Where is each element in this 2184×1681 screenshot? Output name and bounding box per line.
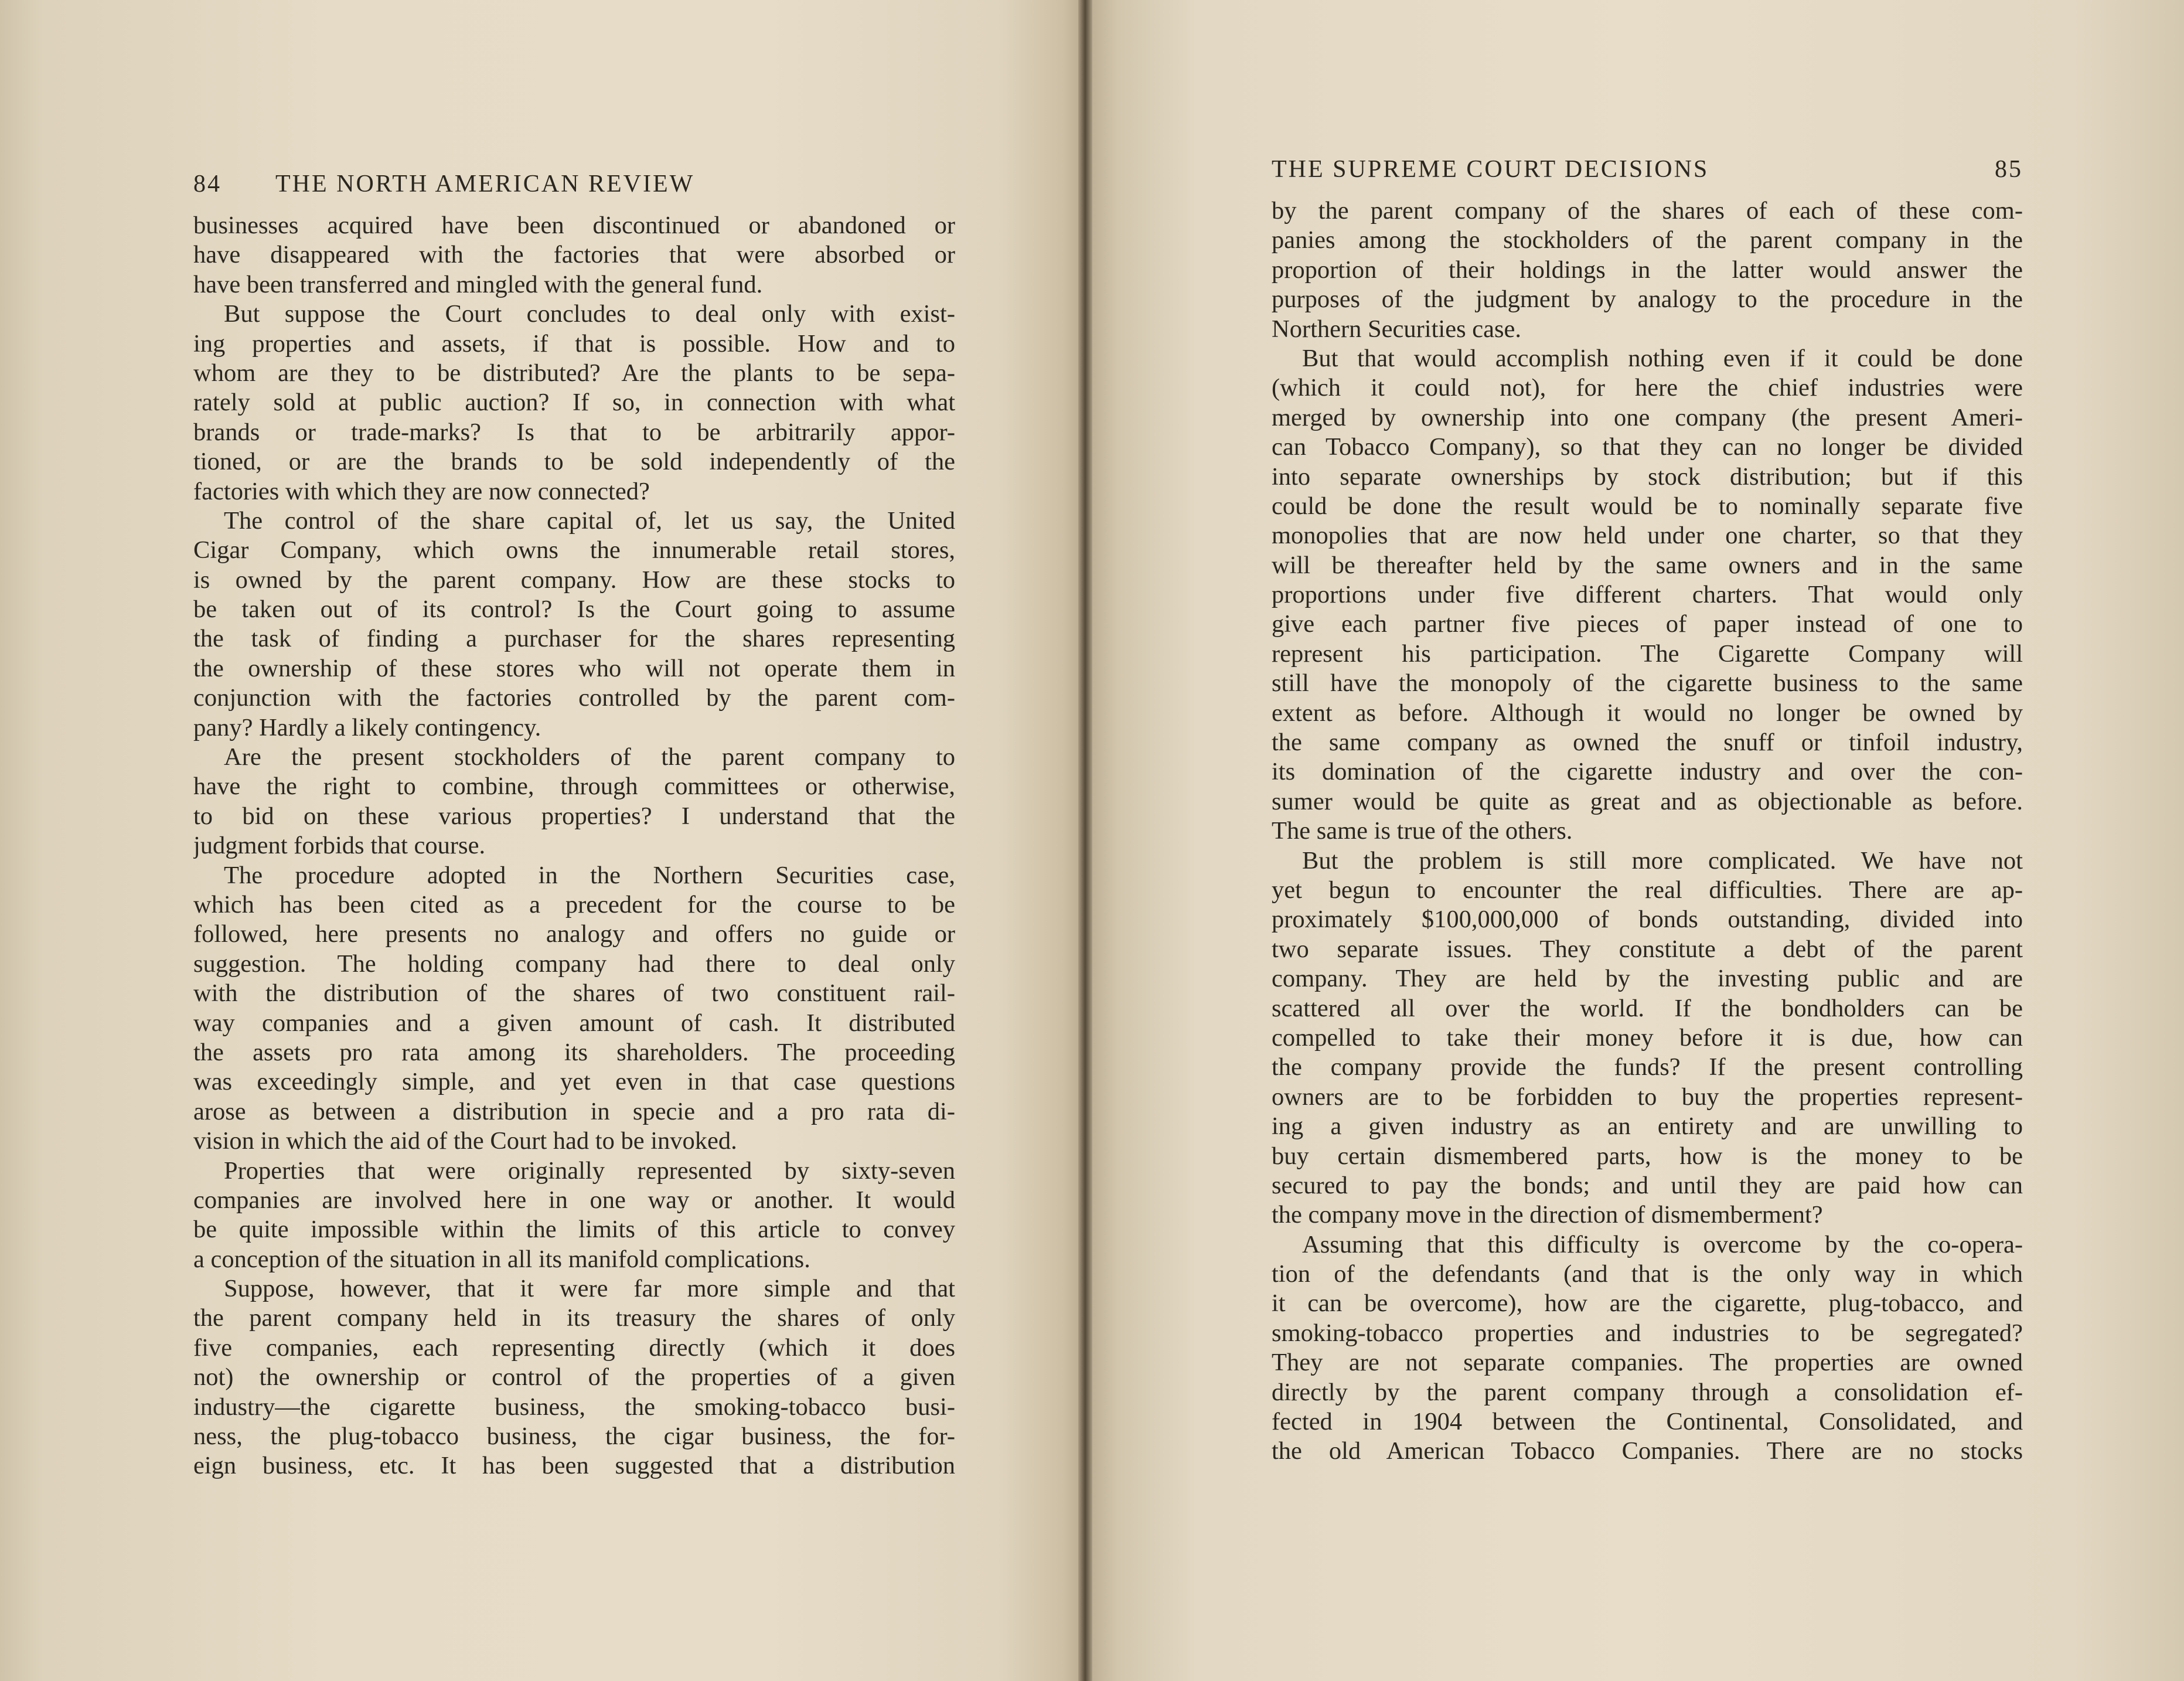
text-line: fected in 1904 between the Continental, Consolidated, and [1272, 1408, 2023, 1436]
right-page [1085, 0, 2184, 1681]
text-line: buy certain dismembered parts, how is the money to be [1272, 1142, 2023, 1170]
left-page [0, 0, 1085, 1681]
text-line: directly by the parent company through a consolidation ef- [1272, 1378, 2023, 1406]
text-line: judgment forbids that course. [193, 832, 486, 860]
text-line: pany? Hardly a likely contingency. [193, 713, 541, 741]
text-line: into separate ownerships by stock distribution; but if this [1272, 462, 2023, 491]
left-body-text [193, 211, 955, 1481]
book-gutter [1078, 0, 1092, 1681]
text-line: was exceedingly simple, and yet even in that case questions [193, 1068, 955, 1096]
text-line: scattered all over the world. If the bondholders can be [1272, 994, 2023, 1022]
text-line: monopolies that are now held under one charter, so that they [1272, 522, 2023, 550]
text-line: have been transferred and mingled with the general fund. [193, 270, 763, 298]
text-line: industry—the cigarette business, the smoking-tobacco busi- [193, 1393, 955, 1421]
text-line: a conception of the situation in all its manifold complications. [193, 1245, 810, 1273]
text-line: have the right to combine, through committees or otherwise, [193, 773, 955, 801]
text-line: not) the ownership or control of the properties of a given [193, 1363, 955, 1391]
text-line: yet begun to encounter the real difficulties. There are ap- [1272, 876, 2023, 904]
running-title: THE NORTH AMERICAN REVIEW [275, 171, 695, 198]
text-line: But that would accomplish nothing even if it could be done [1302, 344, 2023, 372]
text-line: Northern Securities case. [1272, 315, 1522, 343]
text-line: The same is true of the others. [1272, 817, 1573, 845]
text-line: Assuming that this difficulty is overcome by the co-opera- [1302, 1230, 2023, 1258]
text-line: brands or trade-marks? Is that to be arbitrarily appor- [193, 418, 955, 446]
text-line: the company provide the funds? If the present controlling [1272, 1053, 2023, 1081]
text-line: have disappeared with the factories that were absorbed or [193, 241, 955, 269]
page-number: 85 [1995, 156, 2023, 183]
text-line: factories with which they are now connected? [193, 477, 650, 505]
text-line: They are not separate companies. The properties are owned [1272, 1349, 2023, 1377]
text-line: tioned, or are the brands to be sold independently of the [193, 448, 955, 476]
text-line: Properties that were originally represented by sixty-seven [224, 1156, 955, 1185]
text-line: give each partner five pieces of paper instead of one to [1272, 610, 2023, 638]
text-line: suggestion. The holding company had there to deal only [193, 950, 955, 978]
left-text-block [193, 170, 955, 1481]
text-line: Are the present stockholders of the parent company to [224, 743, 955, 771]
text-line: merged by ownership into one company (the present Ameri- [1272, 403, 2023, 431]
text-line: (which it could not), for here the chief industries were [1272, 374, 2023, 402]
text-line: sumer would be quite as great and as objectionable as before. [1272, 787, 2023, 815]
page-number: 84 [193, 171, 222, 198]
text-line: businesses acquired have been discontinued or abandoned or [193, 212, 955, 239]
text-line: followed, here presents no analogy and offers no guide or [193, 920, 955, 948]
left-page-header [193, 170, 955, 211]
text-line: Cigar Company, which owns the innumerable retail stores, [193, 536, 955, 564]
text-line: the assets pro rata among its shareholders. The proceeding [193, 1038, 955, 1066]
text-line: eign business, etc. It has been suggested that a distribution [193, 1452, 955, 1480]
right-body-text [1272, 196, 2023, 1466]
right-page-header [1272, 155, 2023, 196]
text-line: But the problem is still more complicated. We have not [1302, 846, 2023, 874]
text-line: extent as before. Although it would no longer be owned by [1272, 699, 2023, 727]
text-line: proportion of their holdings in the latter would answer the [1272, 256, 2023, 284]
text-line: ness, the plug-tobacco business, the cigar business, the for- [193, 1423, 955, 1451]
right-text-block [1272, 155, 2023, 1466]
text-line: by the parent company of the shares of each of these com- [1272, 197, 2023, 224]
text-line: proximately $100,000,000 of bonds outstanding, divided into [1272, 906, 2023, 934]
text-line: panies among the stockholders of the parent company in the [1272, 226, 2023, 254]
text-line: still have the monopoly of the cigarette business to the same [1272, 669, 2023, 697]
text-line: could be done the result would be to nominally separate five [1272, 492, 2023, 520]
text-line: can Tobacco Company), so that they can no longer be divided [1272, 433, 2023, 461]
text-line: tion of the defendants (and that is the only way in which [1272, 1260, 2023, 1288]
text-line: be quite impossible within the limits of this article to convey [193, 1216, 955, 1244]
text-line: owners are to be forbidden to buy the properties represent- [1272, 1083, 2023, 1111]
text-line: will be thereafter held by the same owners and in the same [1272, 551, 2023, 579]
text-line: the company move in the direction of dismemberment? [1272, 1201, 1823, 1229]
text-line: company. They are held by the investing public and are [1272, 965, 2023, 993]
text-line: way companies and a given amount of cash. It distributed [193, 1009, 955, 1037]
text-line: vision in which the aid of the Court had to be invoked. [193, 1127, 737, 1155]
text-line: the same company as owned the snuff or tinfoil industry, [1272, 729, 2023, 757]
text-line: the old American Tobacco Companies. There are no stocks [1272, 1437, 2023, 1465]
text-line: five companies, each representing directly (which it does [193, 1333, 955, 1362]
text-line: to bid on these various properties? I understand that the [193, 802, 955, 830]
text-line: The control of the share capital of, let us say, the United [224, 506, 955, 535]
text-line: compelled to take their money before it is due, how can [1272, 1023, 2023, 1052]
text-line: conjunction with the factories controlled by the parent com- [193, 684, 955, 712]
text-line: the task of finding a purchaser for the shares representing [193, 625, 955, 653]
text-line: it can be overcome), how are the cigarette, plug-tobacco, and [1272, 1289, 2023, 1318]
text-line: the parent company held in its treasury the shares of only [193, 1304, 955, 1332]
text-line: its domination of the cigarette industry and over the con- [1272, 758, 2023, 786]
text-line: be taken out of its control? Is the Court going to assume [193, 596, 955, 624]
text-line: which has been cited as a precedent for the course to be [193, 890, 955, 918]
text-line: ing properties and assets, if that is possible. How and to [193, 329, 955, 358]
text-line: smoking-tobacco properties and industries to be segregated? [1272, 1319, 2023, 1347]
text-line: purposes of the judgment by analogy to the procedure in the [1272, 285, 2023, 314]
text-line: with the distribution of the shares of two constituent rail- [193, 979, 955, 1008]
text-line: proportions under five different charters. That would only [1272, 581, 2023, 609]
text-line: rately sold at public auction? If so, in connection with what [193, 389, 955, 417]
text-line: The procedure adopted in the Northern Securities case, [224, 861, 955, 889]
running-title: THE SUPREME COURT DECISIONS [1272, 156, 1709, 183]
text-line: is owned by the parent company. How are these stocks to [193, 566, 955, 594]
text-line: Suppose, however, that it were far more simple and that [224, 1275, 955, 1303]
text-line: secured to pay the bonds; and until they are paid how can [1272, 1171, 2023, 1199]
text-line: companies are involved here in one way or another. It would [193, 1186, 955, 1214]
text-line: whom are they to be distributed? Are the plants to be sepa- [193, 359, 955, 387]
text-line: represent his participation. The Cigarette Company will [1272, 639, 2023, 668]
text-line: But suppose the Court concludes to deal only with exist- [224, 300, 955, 328]
text-line: two separate issues. They constitute a debt of the parent [1272, 935, 2023, 963]
text-line: arose as between a distribution in specie and a pro rata di- [193, 1097, 955, 1125]
text-line: ing a given industry as an entirety and are unwilling to [1272, 1112, 2023, 1141]
text-line: the ownership of these stores who will not operate them in [193, 654, 955, 682]
